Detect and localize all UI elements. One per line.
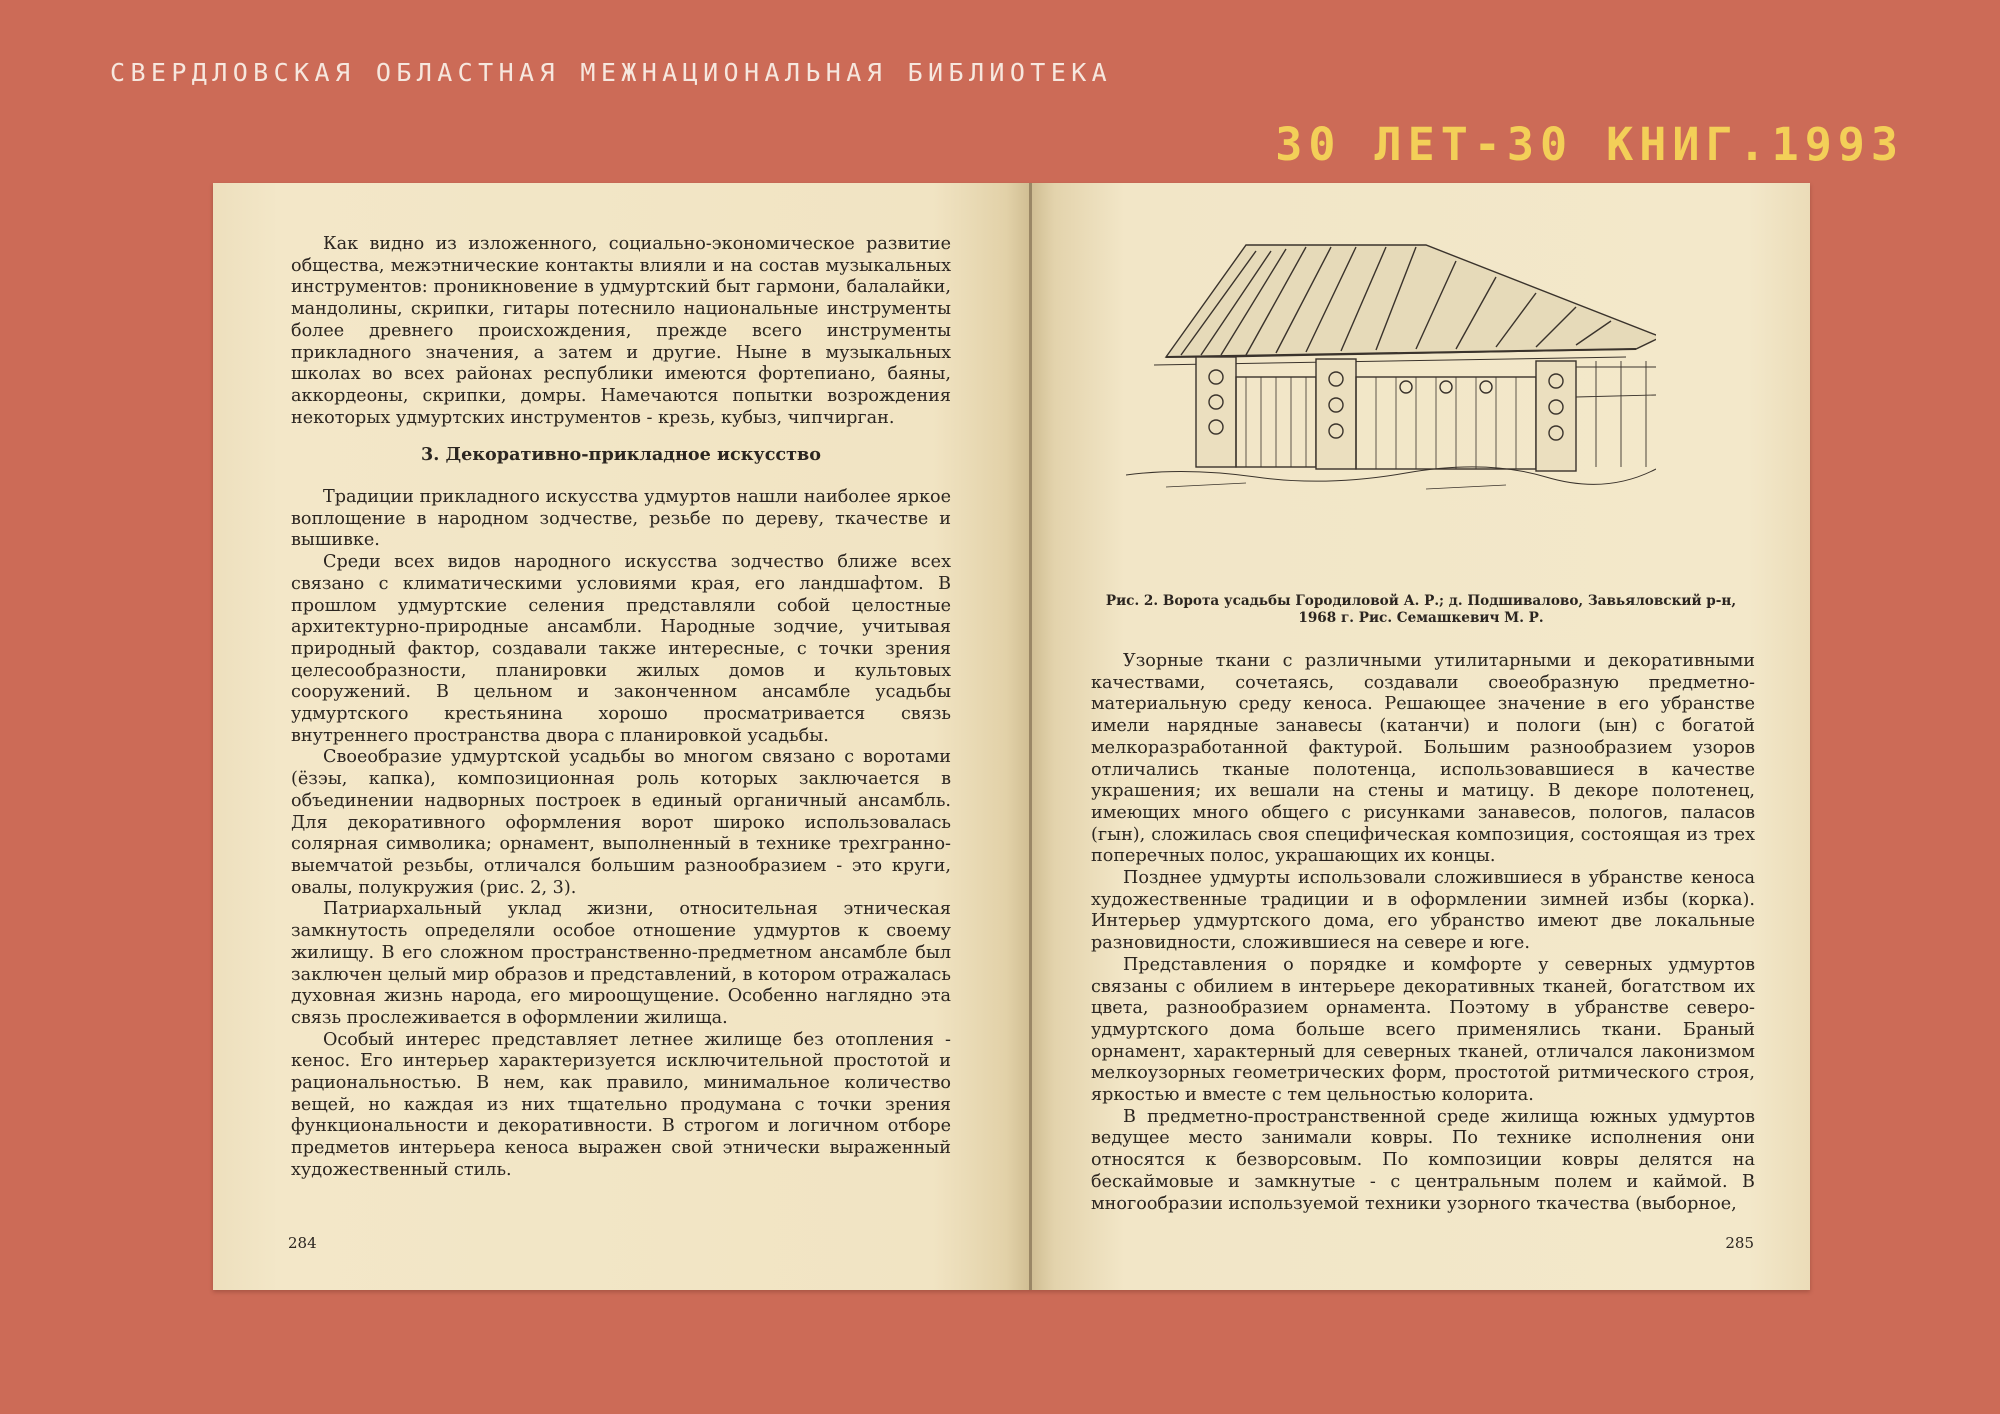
paragraph: Своеобразие удмуртской усадьбы во многом связано с воротами (ёзэы, капка), композиционная роль которых заключается в объединении надворных построек в единый органичный ансамбль. Для декоративного оформления ворот широко использовалась солярная символика; орнамент, выполненный в технике трехгранно-выемчатой резьбы, отличался большим разнообразием - это круги, овалы, полукружия (рис. 2, 3). (291, 747, 951, 898)
paragraph: Патриархальный уклад жизни, относительная этническая замкнутость определяли особое отношение удмуртов к своему жилищу. В его сложном пространственно-предметном ансамбле был заключен целый мир образов и представлений, в котором отражалась духовная жизнь народа, его мироощущение. Особенно наглядно эта связь прослеживается в оформлении жилища. (291, 899, 951, 1028)
paragraph: В предметно-пространственной среде жилища южных удмуртов ведущее место занимали ковры. По технике исполнения они относятся к безворсовым. По композиции ковры делятся на бескаймовые и замкнутые - с центральным полем и каймой. В многообразии используемой техники узорного ткачества (выборное, (1091, 1106, 1755, 1214)
paragraph: Традиции прикладного искусства удмуртов нашли наиболее яркое воплощение в народном зодчестве, резьбе по дереву, ткачестве и вышивке. (291, 487, 951, 551)
page-number: 284 (288, 1234, 317, 1252)
library-name: СВЕРДЛОВСКАЯ ОБЛАСТНАЯ МЕЖНАЦИОНАЛЬНАЯ БИБЛИОТЕКА (110, 58, 1113, 87)
paragraph: Среди всех видов народного искусства зодчество ближе всех связано с климатическими условиями края, его ландшафтом. В прошлом удмуртские селения представляли собой целостные архитектурно-природные ансамбли. Народные зодчие, учитывая природный фактор, создавали также интересные, с точки зрения целесообразности, планировки жилых домов и культовых сооружений. В цельном и законченном ансамбле усадьбы удмуртского крестьянина хорошо просматривается связь внутреннего пространства двора с планировкой усадьбы. (291, 552, 951, 746)
paragraph: Позднее удмурты использовали сложившиеся в убранстве кеноса художественные традиции и в оформлении зимней избы (корка). Интерьер удмуртского дома, его убранство имеют две локальные разновидности, сложившиеся на севере и юге. (1091, 868, 1755, 954)
paragraph: Узорные ткани с различными утилитарными и декоративными качествами, сочетаясь, создавали своеобразную предметно-материальную среду кеноса. Решающее значение в его убранстве имели нарядные занавесы (катанчи) и пологи (ын) с богатой мелкоразработанной фактурой. Большим разнообразием узоров отличались тканые полотенца, использовавшиеся в качестве украшения; их вешали на стены и матицу. В декоре полотенец, имеющих много общего с рисунками занавесов, пологов, паласов (гын), сложилась своя специфическая композиция, состоящая из трех поперечных полос, украшающих их концы. (1091, 651, 1755, 867)
book-spread (213, 183, 1810, 1290)
intro-paragraph: Как видно из изложенного, социально-экономическое развитие общества, межэтнические контакты влияли и на состав музыкальных инструментов: проникновение в удмуртский быт гармони, балалайки, мандолины, скрипки, гитары потеснило национальные инструменты более древнего происхождения, прежде всего инструменты прикладного значения, а затем и другие. Ныне в музыкальных школах во всех районах республики имеются фортепиано, баяны, аккордеоны, скрипки, домры. Намечаются попытки возрождения некоторых удмуртских инструментов - крезь, кубыз, чипчирган. (291, 234, 951, 428)
paragraph: Представления о порядке и комфорте у северных удмуртов связаны с обилием в интерьере декоративных тканей, богатством их цвета, разнообразием орнамента. Поэтому в убранстве северо-удмуртского дома больше всего применялись ткани. Браный орнамент, характерный для северных тканей, отличался лаконизмом мелкоузорных геометрических форм, простотой ритмического строя, яркостью и вместе с тем цельностью колорита. (1091, 954, 1755, 1106)
left-page-text (291, 234, 951, 1182)
gate-illustration (1126, 237, 1656, 492)
page-number: 285 (1725, 1234, 1754, 1252)
figure-caption: Рис. 2. Ворота усадьбы Городиловой А. Р.; д. Подшивалово, Завьяловский р-н, 1968 г. Рис. Семашкевич М. Р. (1105, 593, 1737, 626)
section-heading: 3. Декоративно-прикладное искусство (421, 444, 821, 466)
right-page-text (1091, 651, 1755, 1215)
right-page (1031, 183, 1810, 1290)
left-page (213, 183, 1031, 1290)
book-spine (1029, 183, 1032, 1290)
paragraph: Особый интерес представляет летнее жилище без отопления - кенос. Его интерьер характеризуется исключительной простотой и рациональностью. В нем, как правило, минимальное количество вещей, но каждая из них тщательно продумана с точки зрения функциональности и декоративности. В строгом и логичном отборе предметов интерьера кеноса выражен свой этнически выраженный художественный стиль. (291, 1029, 951, 1180)
series-title: 30 ЛЕТ-30 КНИГ.1993 (1275, 118, 1904, 171)
